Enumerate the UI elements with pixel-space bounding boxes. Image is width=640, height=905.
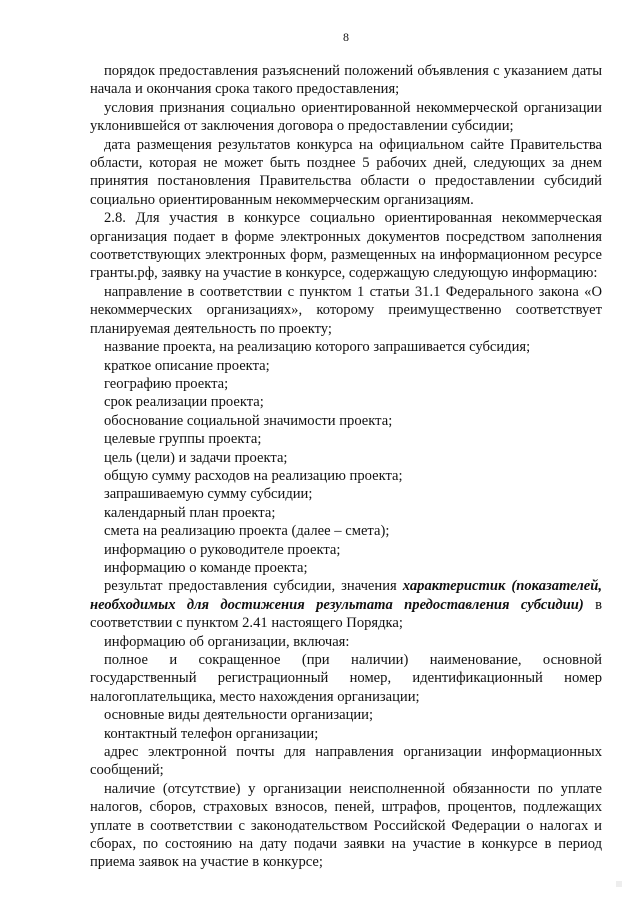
list-item: краткое описание проекта; xyxy=(104,357,270,374)
list-item: цель (цели) и задачи проекта; xyxy=(104,449,288,466)
org-info-item: основные виды деятельности организации; xyxy=(104,707,374,724)
list-item: информацию о руководителе проекта; xyxy=(104,541,341,558)
org-info-item: адрес электронной почты для направления организации информационных сообщений; xyxy=(90,744,602,779)
result-emphasis: характеристик (показателей, необходимых для достижения результата предоставления субсидии) xyxy=(90,578,602,613)
list-item: информацию о команде проекта; xyxy=(104,559,308,576)
page-number: 8 xyxy=(343,30,349,44)
list-item: срок реализации проекта; xyxy=(104,394,264,411)
document-body xyxy=(90,62,602,872)
requirements-list xyxy=(90,338,602,577)
paragraph-1: порядок предоставления разъяснений положений объявления с указанием даты начала и окончания срока такого предоставления; xyxy=(90,63,602,98)
paragraph-3: дата размещения результатов конкурса на официальном сайте Правительства области, которая не может быть позднее 5 рабочих дней, следующих за днем принятия постановления Правительства области о предоставлении субсидий социально ориентированным некоммерческим организациям. xyxy=(90,136,602,208)
list-item: географию проекта; xyxy=(104,375,229,392)
section-2-8: 2.8. Для участия в конкурсе социально ориентированная некоммерческая организация подает в форме электронных документов посредством заполнения соответствующих электронных форм, размещенных на информационном ресурсе гранты.рф, заявку на участие в конкурсе, содержащую следующую информацию: xyxy=(90,210,602,282)
list-item: целевые группы проекта; xyxy=(104,431,262,448)
list-item: запрашиваемую сумму субсидии; xyxy=(104,486,313,503)
list-item: смета на реализацию проекта (далее – смета); xyxy=(104,523,390,540)
org-info-intro: информацию об организации, включая: xyxy=(104,633,350,650)
scan-artifact xyxy=(616,881,622,887)
org-info-item: контактный телефон организации; xyxy=(104,725,319,742)
org-info-item: наличие (отсутствие) у организации неисполненной обязанности по уплате налогов, сборов, страховых взносов, пеней, штрафов, процентов, подлежащих уплате в соответствии с законодательством Российской Федерации о налогах и сборах, по состоянию на дату подачи заявки на участие в конкурсе в период приема заявок на участие в конкурсе; xyxy=(90,780,602,871)
list-item: общую сумму расходов на реализацию проекта; xyxy=(104,467,403,484)
result-text-before: результат предоставления субсидии, значения xyxy=(104,578,403,595)
list-item: обоснование социальной значимости проекта; xyxy=(104,412,393,429)
list-item: название проекта, на реализацию которого запрашивается субсидия; xyxy=(104,339,531,356)
result-paragraph xyxy=(90,577,602,632)
paragraph-direction: направление в соответствии с пунктом 1 статьи 31.1 Федерального закона «О некоммерческих организациях», которому преимущественно соответствует планируемая деятельность по проекту; xyxy=(90,283,602,337)
org-info-item: полное и сокращенное (при наличии) наименование, основной государственный регистрационный номер, идентификационный номер налогоплательщика, место нахождения организации; xyxy=(90,652,602,705)
result-text-after: в соответствии с пунктом 2.41 настоящего Порядка; xyxy=(90,596,602,632)
paragraph-2: условия признания социально ориентированной некоммерческой организации уклонившейся от заключения договора о предоставлении субсидии; xyxy=(90,99,602,135)
list-item: календарный план проекта; xyxy=(104,504,276,521)
